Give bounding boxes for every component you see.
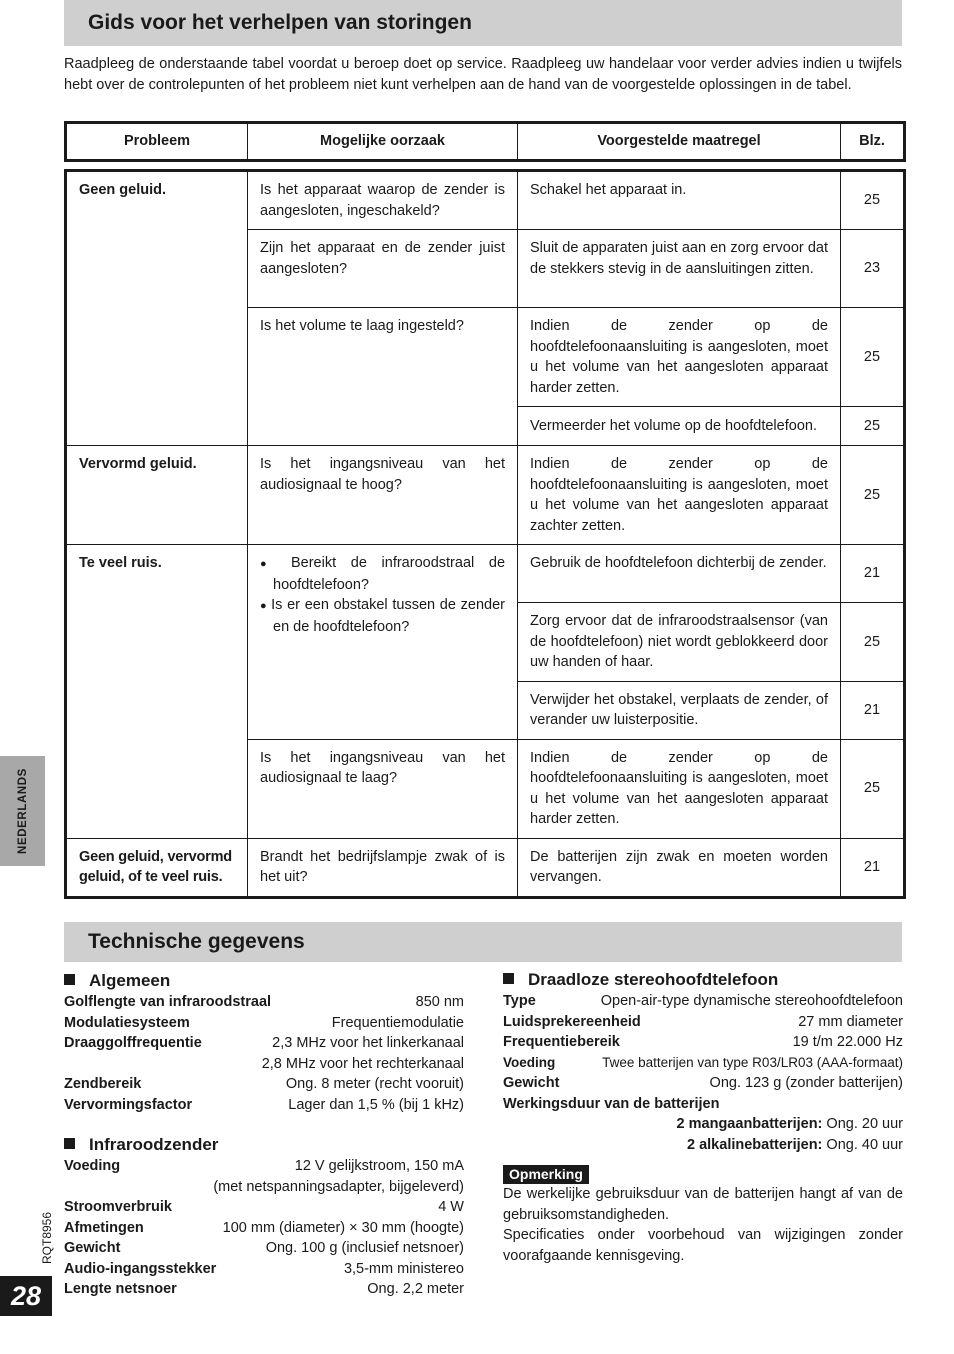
spec-value-continued: (met netspanningsadapter, bijgeleverd)	[213, 1178, 464, 1195]
table-row	[66, 545, 905, 603]
remedy-cell: Zorg ervoor dat de infraroodstraalsensor (van de hoofdtelefoon) niet wordt geblokkeerd door uw handen of haar.	[518, 603, 841, 682]
spec-row	[64, 1095, 464, 1116]
spec-value: Ong. 123 g (zonder batterijen)	[709, 1075, 903, 1091]
document-code: RQT8956	[40, 1211, 54, 1265]
remedy-cell: Verwijder het obstakel, verplaats de zender, of verander uw luisterpositie.	[518, 681, 841, 739]
spec-value: Frequentiemodulatie	[331, 1014, 464, 1031]
spec-key: Type	[503, 993, 536, 1009]
spec-row	[503, 1032, 903, 1053]
spec-value: 850 nm	[415, 994, 464, 1010]
cause-cell: Is het volume te laag ingesteld?	[248, 308, 518, 446]
spec-key: Stroomverbruik	[64, 1199, 172, 1215]
cause-cell: Brandt het bedrijfslampje zwak of is het uit?	[248, 838, 518, 897]
cause-cell: Is het apparaat waarop de zender is aangesloten, ingeschakeld?	[248, 171, 518, 230]
general-heading	[64, 971, 464, 991]
header-remedy: Voorgestelde maatregel	[518, 123, 841, 161]
language-tab-label: NEDERLANDS	[16, 768, 29, 854]
table-row	[66, 171, 905, 230]
spec-key: Draaggolffrequentie	[64, 1035, 202, 1051]
spec-value: Ong. 100 g (inclusief netsnoer)	[265, 1240, 464, 1256]
remedy-cell: Indien de zender op de hoofdtelefoonaansluiting is aangesloten, moet u het volume van het aangesloten apparaat zachter zetten.	[518, 446, 841, 545]
spec-key: Voeding	[64, 1158, 121, 1174]
general-heading-text: Algemeen	[89, 971, 171, 990]
header-cause: Mogelijke oorzaak	[248, 123, 518, 161]
table-row	[66, 838, 905, 897]
remedy-cell: Schakel het apparaat in.	[518, 171, 841, 230]
problem-cell: Te veel ruis.	[66, 545, 248, 839]
spec-row	[503, 1094, 903, 1115]
spec-key: Frequentiebereik	[503, 1034, 620, 1050]
spec-value: 2,8 MHz voor het rechterkanaal	[261, 1055, 464, 1072]
page-cell: 21	[841, 838, 905, 897]
spec-row	[64, 1238, 464, 1259]
spec-key: Zendbereik	[64, 1076, 142, 1092]
cause-cell: Is het ingangsniveau van het audiosignaal te hoog?	[248, 446, 518, 545]
page-cell: 25	[841, 739, 905, 838]
spec-row	[64, 1013, 464, 1034]
square-bullet-icon	[503, 973, 514, 984]
spec-value: Ong. 2,2 meter	[367, 1281, 464, 1297]
battery-alkaline	[503, 1135, 903, 1156]
page-cell: 21	[841, 545, 905, 603]
battery-alkaline-label: 2 alkalinebatterijen:	[687, 1136, 823, 1153]
spec-value: 3,5-mm ministereo	[343, 1260, 464, 1277]
remedy-cell: Vermeerder het volume op de hoofdtelefoon.	[518, 407, 841, 446]
battery-manganese-value: Ong. 20 uur	[826, 1116, 903, 1132]
spec-key: Werkingsduur van de batterijen	[503, 1095, 720, 1112]
spec-key: Afmetingen	[64, 1219, 144, 1236]
table-row	[66, 446, 905, 545]
page-cell: 23	[841, 230, 905, 308]
spec-row	[503, 1053, 903, 1074]
language-tab	[0, 756, 45, 866]
cause-cell: Zijn het apparaat en de zender juist aangesloten?	[248, 230, 518, 308]
spec-value: Ong. 8 meter (recht vooruit)	[285, 1076, 464, 1092]
spec-row	[503, 1012, 903, 1033]
header-problem: Probleem	[66, 123, 248, 161]
page-number: 28	[0, 1276, 52, 1316]
headphones-heading-text: Draadloze stereohoofdtelefoon	[528, 970, 779, 989]
transmitter-heading-text: Infraroodzender	[89, 1135, 219, 1154]
table-header-row	[66, 123, 905, 161]
spec-row	[64, 1074, 464, 1095]
cause-bullet: ● Bereikt de infraroodstraal de hoofdtelefoon?	[260, 553, 505, 595]
spec-row	[64, 1279, 464, 1300]
spec-value: Twee batterijen van type R03/LR03 (AAA-formaat)	[602, 1054, 903, 1070]
spec-row	[64, 1054, 464, 1075]
spec-value: 19 t/m 22.000 Hz	[792, 1034, 903, 1050]
cause-cell	[248, 545, 518, 740]
spec-value: 2,3 MHz voor het linkerkanaal	[272, 1035, 464, 1051]
troubleshooting-header-table	[64, 121, 906, 162]
problem-cell: Vervormd geluid.	[66, 446, 248, 545]
spec-row	[64, 1156, 464, 1177]
troubleshooting-table	[64, 169, 906, 899]
note-badge: Opmerking	[503, 1165, 589, 1184]
spec-key: Audio-ingangsstekker	[64, 1260, 217, 1277]
troubleshooting-title: Gids voor het verhelpen van storingen	[64, 0, 902, 46]
spec-value: Open-air-type dynamische stereohoofdtelefoon	[600, 993, 903, 1009]
specs-left-column	[64, 971, 464, 1300]
troubleshooting-intro: Raadpleeg de onderstaande tabel voordat u beroep doet op service. Raadpleeg uw handelaar voor verder advies indien u twijfels hebt over de controlepunten of het probleem niet kunt verhelpen aan de hand van de voorgestelde oplossingen in de tabel.	[64, 56, 902, 93]
remedy-cell: De batterijen zijn zwak en moeten worden vervangen.	[518, 838, 841, 897]
spec-row	[503, 1073, 903, 1094]
spec-key: Voeding	[503, 1054, 556, 1070]
spec-key: Gewicht	[503, 1075, 560, 1091]
spec-value: 4 W	[438, 1199, 464, 1215]
transmitter-heading	[64, 1135, 464, 1155]
spec-value: 12 V gelijkstroom, 150 mA	[294, 1158, 464, 1174]
page-cell: 25	[841, 308, 905, 407]
square-bullet-icon	[64, 974, 75, 985]
cause-cell: Is het ingangsniveau van het audiosignaal te laag?	[248, 739, 518, 838]
page-cell: 25	[841, 603, 905, 682]
battery-manganese	[503, 1114, 903, 1135]
page-cell: 25	[841, 171, 905, 230]
specs-right-column	[503, 970, 903, 1266]
header-page: Blz.	[841, 123, 905, 161]
page-cell: 21	[841, 681, 905, 739]
remedy-cell: Sluit de apparaten juist aan en zorg ervoor dat de stekkers stevig in de aansluitingen zitten.	[518, 230, 841, 308]
note-text: Specificaties onder voorbehoud van wijzigingen zonder voorafgaande kennisgeving.	[503, 1227, 903, 1264]
page-cell: 25	[841, 446, 905, 545]
spec-row	[64, 1033, 464, 1054]
remedy-cell: Indien de zender op de hoofdtelefoonaansluiting is aangesloten, moet u het volume van het aangesloten apparaat harder zetten.	[518, 739, 841, 838]
remedy-cell: Gebruik de hoofdtelefoon dichterbij de zender.	[518, 545, 841, 603]
headphones-heading	[503, 970, 903, 990]
problem-cell: Geen geluid.	[66, 171, 248, 446]
spec-row	[64, 1197, 464, 1218]
spec-key: Luidsprekereenheid	[503, 1013, 641, 1030]
battery-manganese-label: 2 mangaanbatterijen:	[676, 1116, 823, 1132]
spec-key: Vervormingsfactor	[64, 1096, 193, 1113]
note-text: De werkelijke gebruiksduur van de batterijen hangt af van de gebruiksomstandigheden.	[503, 1186, 903, 1223]
cause-bullet: ● Is er een obstakel tussen de zender en de hoofdtelefoon?	[260, 595, 505, 637]
remedy-cell: Indien de zender op de hoofdtelefoonaansluiting is aangesloten, moet u het volume van het aangesloten apparaat harder zetten.	[518, 308, 841, 407]
battery-alkaline-value: Ong. 40 uur	[826, 1136, 903, 1153]
square-bullet-icon	[64, 1138, 75, 1149]
spec-key: Golflengte van infraroodstraal	[64, 994, 272, 1010]
spec-row	[64, 1259, 464, 1280]
spec-value: 27 mm diameter	[798, 1013, 903, 1030]
spec-row	[64, 1218, 464, 1239]
spec-row	[503, 991, 903, 1012]
spec-row	[64, 992, 464, 1013]
specs-title: Technische gegevens	[64, 922, 902, 962]
spec-key: Modulatiesysteem	[64, 1014, 190, 1031]
spec-value: Lager dan 1,5 % (bij 1 kHz)	[288, 1096, 464, 1113]
spec-value: 100 mm (diameter) × 30 mm (hoogte)	[222, 1219, 464, 1236]
spec-key: Lengte netsnoer	[64, 1281, 177, 1297]
problem-cell: Geen geluid, vervormd geluid, of te veel ruis.	[66, 838, 248, 897]
spec-key: Gewicht	[64, 1240, 121, 1256]
page-cell: 25	[841, 407, 905, 446]
